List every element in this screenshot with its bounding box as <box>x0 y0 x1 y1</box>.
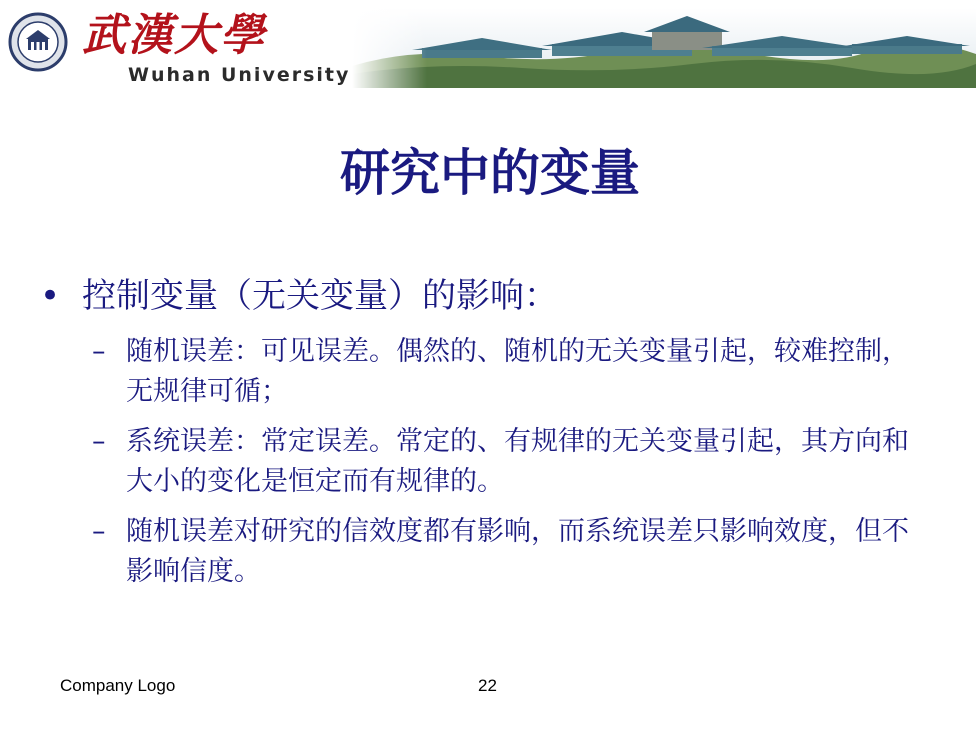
sub-bullet-item <box>92 422 912 502</box>
slide-title: 研究中的变量 <box>340 144 640 202</box>
dash-icon: – <box>92 516 106 547</box>
sub-bullet-text: 系统误差：常定误差。常定的、有规律的无关变量引起，其方向和大小的变化是恒定而有规律的。 <box>126 426 909 497</box>
sub-bullet-item <box>92 512 912 592</box>
bullet-item <box>40 268 940 324</box>
page-number: 22 <box>478 676 497 695</box>
bullet-text: 控制变量（无关变量）的影响： <box>82 276 558 316</box>
bullet-dot-icon: • <box>40 276 61 316</box>
sub-bullet-item <box>92 332 912 412</box>
university-name-english: Wuhan University <box>128 64 351 86</box>
dash-icon: – <box>92 336 106 367</box>
header-banner <box>0 0 980 100</box>
sub-bullet-text: 随机误差对研究的信效度都有影响，而系统误差只影响效度，但不影响信度。 <box>126 516 909 587</box>
university-seal-icon <box>8 12 68 72</box>
footer-company-logo: Company Logo <box>60 676 176 695</box>
slide-content <box>40 268 940 602</box>
sub-bullet-text: 随机误差：可见误差。偶然的、随机的无关变量引起，较难控制，无规律可循； <box>126 336 909 407</box>
university-name-calligraphy: 武漢大學 <box>82 10 266 61</box>
campus-panorama-image <box>352 8 976 88</box>
dash-icon: – <box>92 426 106 457</box>
